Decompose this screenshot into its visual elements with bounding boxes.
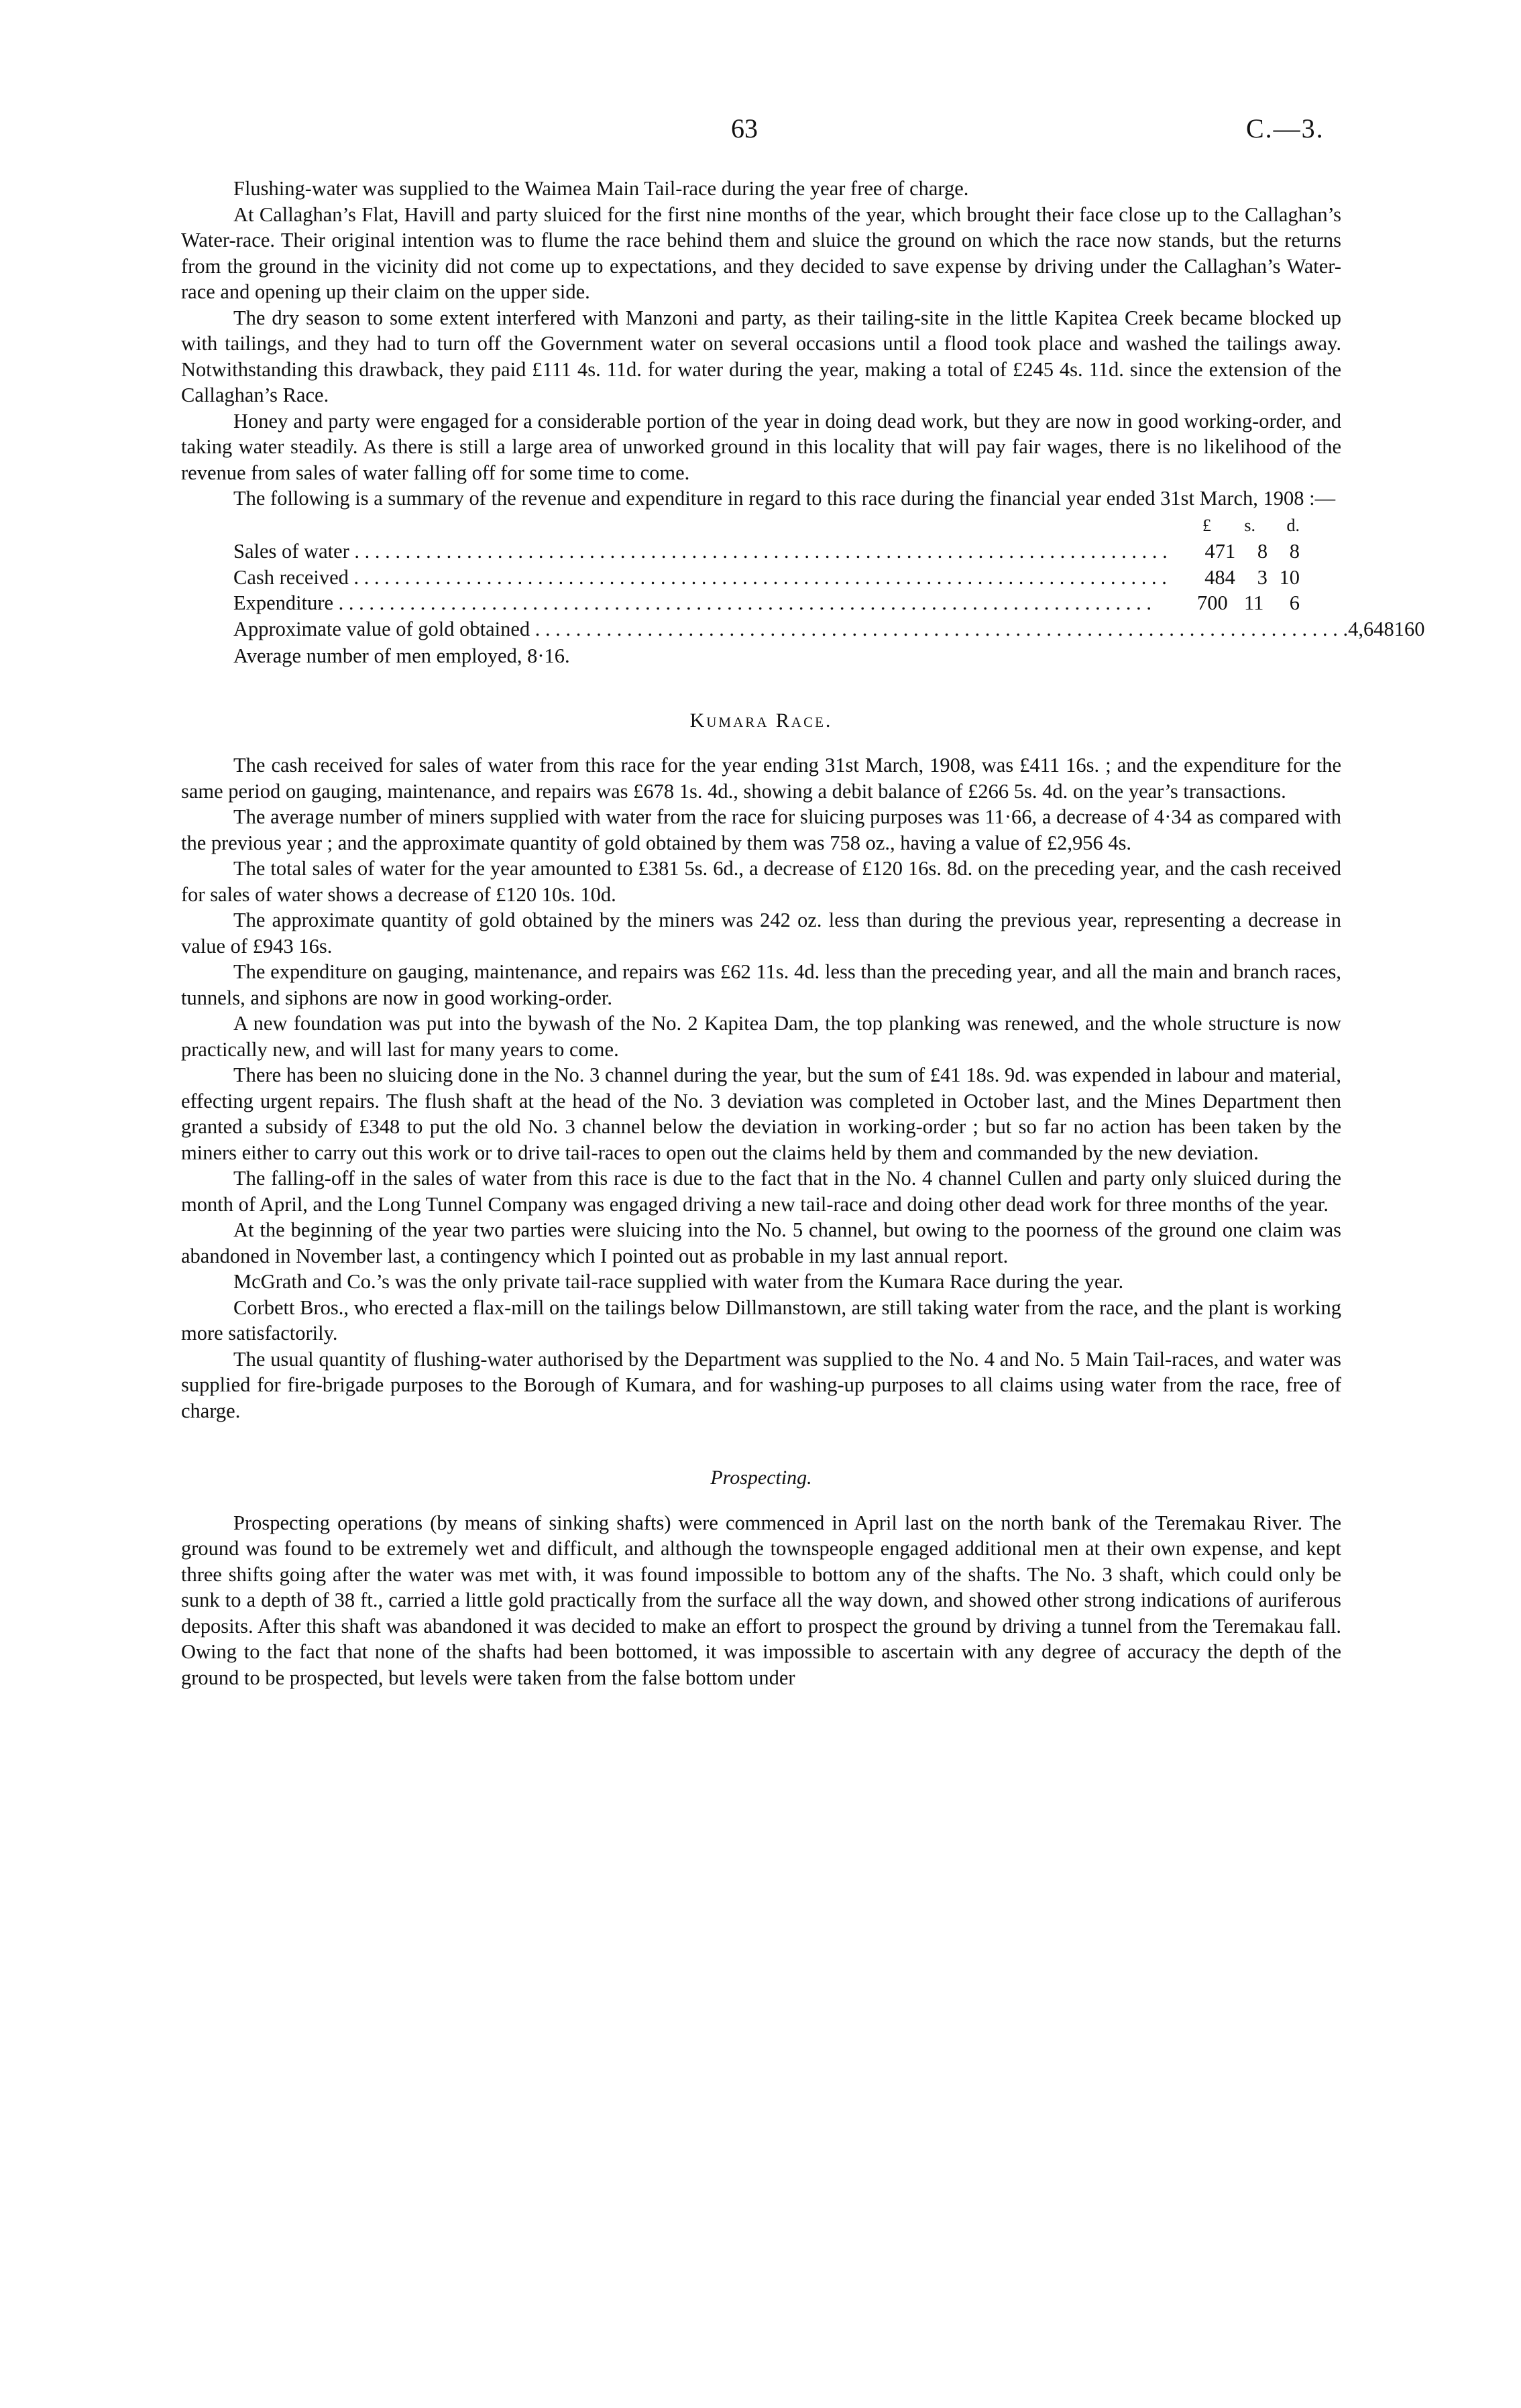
summary-pence: 10 [1279, 565, 1300, 589]
revenue-summary-table [233, 513, 1425, 642]
summary-shillings: 16 [1394, 617, 1415, 640]
paragraph: The falling-off in the sales of water from this race is due to the fact that in the No. 4 channel Cullen and party only sluiced during the month of April, and the Long Tunnel Company was engaged driving a new tail-race and doing other dead work for three months of the year. [181, 1167, 1341, 1216]
summary-shillings: 11 [1244, 591, 1264, 614]
summary-row-label: Cash received . . . . . . . . . . . . . . . . . . . . . . . . . . . . . . . . . . . . . . . . . . . . . . . . . . . . . . . . . . . . . . . . . . . . . . . . . . . . . . . . [233, 565, 1167, 589]
summary-row-label: Approximate value of gold obtained . . . . . . . . . . . . . . . . . . . . . . . . . . . . . . . . . . . . . . . . . . . . . . . . . . . . . . . . . . . . . . . . . . . . . . . . . . . . . . . . [233, 617, 1349, 640]
summary-pounds: 4,648 [1348, 617, 1394, 640]
page-number: 63 [731, 113, 758, 144]
page-body [181, 176, 1425, 1690]
summary-row [233, 616, 1425, 642]
paragraph: The usual quantity of flushing-water authorised by the Department was supplied to the No. 4 and No. 5 Main Tail-races, and water was supplied for fire-brigade purposes to the Borough of Kumara, and for washing-up purposes to all claims using water from the race, free of charge. [181, 1347, 1341, 1422]
paragraph: Corbett Bros., who erected a flax-mill on the tailings below Dillmanstown, are still taking water from the race, and the plant is working more satisfactorily. [181, 1296, 1341, 1344]
paragraph: A new foundation was put into the bywash of the No. 2 Kapitea Dam, the top planking was renewed, and the whole structure is now practically new, and will last for many years to come. [181, 1012, 1341, 1061]
paragraph: At Callaghan’s Flat, Havill and party sluiced for the first nine months of the year, which brought their face close up to the Callaghan’s Water-race. Their original intention was to flume the race behind them and sluice the ground on which the race now stands, but the returns from the ground in the vicinity did not come up to expectations, and they decided to save expense by driving under the Callaghan’s Water-race and opening up their claim on the upper side. [181, 203, 1341, 303]
summary-pence: 0 [1414, 617, 1425, 640]
paragraph: The expenditure on gauging, maintenance, and repairs was £62 11s. 4d. less than the preceding year, and all the main and branch races, tunnels, and siphons are now in good working-order. [181, 960, 1341, 1009]
summary-row-label: Expenditure . . . . . . . . . . . . . . . . . . . . . . . . . . . . . . . . . . . . . . . . . . . . . . . . . . . . . . . . . . . . . . . . . . . . . . . . . . . . . . . . [233, 591, 1152, 614]
summary-pounds: 471 [1204, 540, 1236, 563]
average-men-employed: Average number of men employed, 8·16. [233, 644, 570, 667]
summary-pence: 6 [1289, 591, 1300, 614]
paragraph: McGrath and Co.’s was the only private tail-race supplied with water from the Kumara Race during the year. [233, 1270, 1124, 1293]
paragraph: The dry season to some extent interfered with Manzoni and party, as their tailing-site in the little Kapitea Creek became blocked up with tailings, and they had to turn off the Government water on several occasions until a flood took place and washed the tailings away. Notwithstanding this drawback, they paid £111 4s. 11d. for water during the year, making a total of £245 4s. 11d. since the extension of the Callaghan’s Race. [181, 306, 1341, 406]
section-heading-prospecting: Prospecting. [710, 1467, 812, 1489]
summary-pounds: 700 [1197, 591, 1228, 614]
column-header-shillings: s. [1244, 515, 1255, 535]
column-header-pounds: £ [1202, 515, 1211, 535]
paragraph: Honey and party were engaged for a considerable portion of the year in doing dead work, but they are now in good working-order, and taking water steadily. As there is still a large area of unworked ground in this locality that will pay fair wages, there is no likelihood of the revenue from sales of water falling off for some time to come. [181, 409, 1341, 484]
column-header-pence: d. [1286, 515, 1300, 535]
paragraph: At the beginning of the year two parties were sluicing into the No. 5 channel, but owing to the poorness of the ground one claim was abandoned in November last, a contingency which I pointed out as probable in my last annual report. [181, 1218, 1341, 1267]
paragraph: Prospecting operations (by means of sinking shafts) were commenced in April last on the north bank of the Teremakau River. The ground was found to be extremely wet and difficult, and although the townspeople engaged additional men at their own expense, and kept three shifts going after the water was met with, it was found impossible to bottom any of the shafts. The No. 3 shaft, which could only be sunk to a depth of 38 ft., carried a little gold practically from the surface all the way down, and showed other strong indications of auriferous deposits. After this shaft was abandoned it was decided to make an effort to prospect the ground by driving a tunnel from the Teremakau fall. Owing to the fact that none of the shafts had been bottomed, it was impossible to ascertain with any degree of accuracy the depth of the ground to be prospected, but levels were taken from the false bottom under [181, 1511, 1341, 1689]
summary-shillings: 8 [1257, 540, 1268, 563]
summary-pence: 8 [1289, 540, 1300, 563]
summary-row-label: Sales of water . . . . . . . . . . . . . . . . . . . . . . . . . . . . . . . . . . . . . . . . . . . . . . . . . . . . . . . . . . . . . . . . . . . . . . . . . . . . . . . . [233, 540, 1168, 563]
summary-row [233, 565, 1300, 591]
paragraph: The total sales of water for the year amounted to £381 5s. 6d., a decrease of £120 16s. 8d. on the preceding year, and the cash received for sales of water shows a decrease of £120 10s. 10d. [181, 857, 1341, 906]
summary-shillings: 3 [1257, 565, 1268, 589]
section-heading-kumara-race: Kumara Race. [689, 709, 833, 732]
paragraph: The average number of miners supplied with water from the race for sluicing purposes was 11·66, a decrease of 4·34 as compared with the previous year ; and the approximate quantity of gold obtained by them was 758 oz., having a value of £2,956 4s. [181, 805, 1341, 854]
summary-row [233, 590, 1300, 616]
summary-pounds: 484 [1204, 565, 1235, 589]
document-reference: C.—3. [1246, 113, 1325, 144]
paragraph: There has been no sluicing done in the No. 3 channel during the year, but the sum of £41 18s. 9d. was expended in labour and material, effecting urgent repairs. The flush shaft at the head of the No. 3 deviation was completed in October last, and the Mines Department then granted a subsidy of £348 to put the old No. 3 channel below the deviation in working-order ; but so far no action has been taken by the miners either to carry out this work or to drive tail-races to open out the claims held by them and commanded by the new deviation. [181, 1064, 1341, 1164]
paragraph: Flushing-water was supplied to the Waimea Main Tail-race during the year free of charge. [233, 177, 969, 200]
summary-row [233, 538, 1300, 565]
paragraph: The approximate quantity of gold obtained by the miners was 242 oz. less than during the previous year, representing a decrease in value of £943 16s. [181, 909, 1341, 958]
summary-column-headers [233, 513, 1300, 539]
paragraph: The cash received for sales of water from this race for the year ending 31st March, 1908, was £411 16s. ; and the expenditure for the same period on gauging, maintenance, and repairs was £678 1s. 4d., showing a debit balance of £266 5s. 4d. on the year’s transactions. [181, 754, 1341, 803]
paragraph: The following is a summary of the revenue and expenditure in regard to this race during the financial year ended 31st March, 1908 :— [233, 487, 1336, 510]
page-header [0, 113, 1521, 153]
